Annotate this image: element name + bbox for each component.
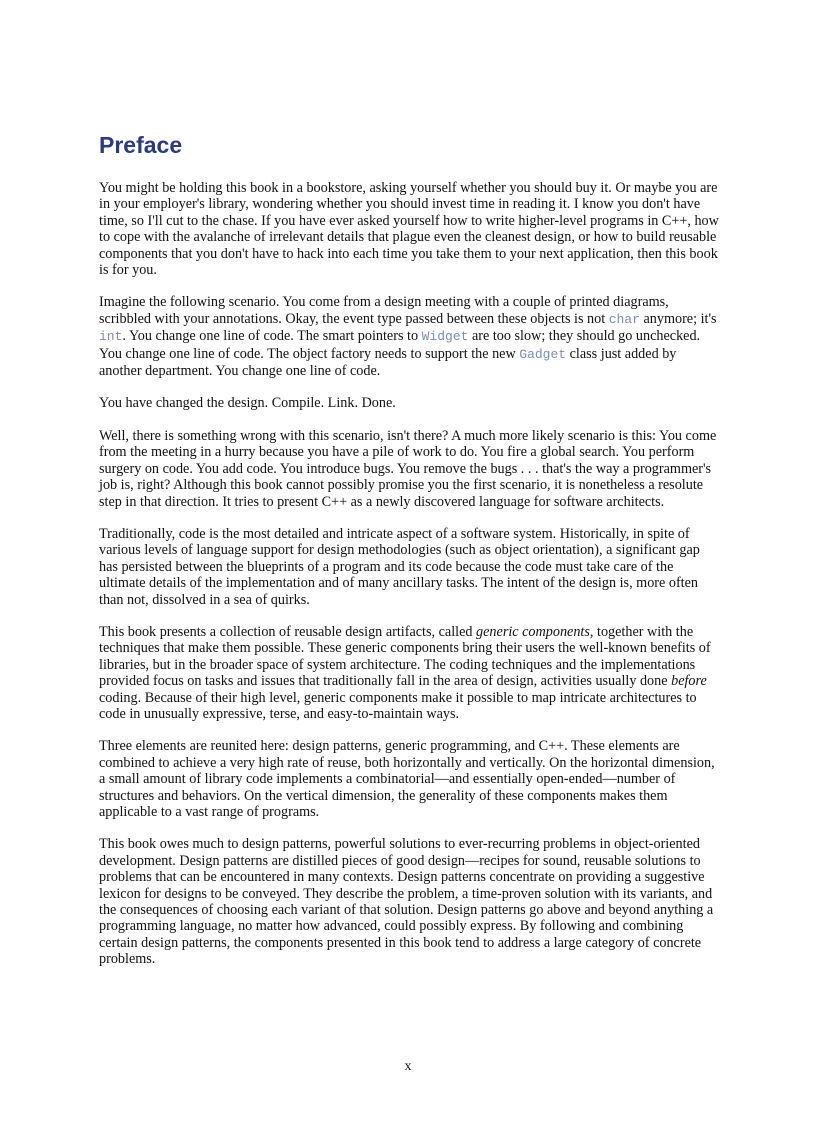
emphasis-generic-components: generic components, xyxy=(476,623,594,640)
text-run: anymore; it's xyxy=(639,310,717,327)
code-char: char xyxy=(608,311,640,327)
page-number: x xyxy=(404,1059,412,1074)
text-run: together with the techniques that make them possible. These generic components bring their users the well-known benefits of libraries, but in the broader space of system architecture. The coding techniques and the implementations provided focus on tasks and issues that traditionally fall in the area of design, activities usually done xyxy=(99,623,711,690)
text-run: Imagine the following scenario. You come from a design meeting with a couple of printed diagrams, scribbled with your annotations. Okay, the event type passed between these objects is not xyxy=(99,294,669,327)
page-title: Preface xyxy=(99,132,183,158)
code-gadget: Gadget xyxy=(519,346,567,362)
code-widget: Widget xyxy=(421,329,469,345)
text-run: This book presents a collection of reusable design artifacts, called xyxy=(99,623,477,640)
paragraph-scenario xyxy=(99,294,719,379)
text-run: are too slow; they should go unchecked. You change one line of code. The object factory needs to support the new xyxy=(99,328,701,362)
document-page xyxy=(99,130,719,984)
emphasis-before: before xyxy=(671,673,707,690)
text-run: . You change one line of code. The smart pointers to xyxy=(122,328,422,345)
paragraph-three-elements: Three elements are reunited here: design patterns, generic programming, and C++. These elements are combined to achieve a very high rate of reuse, both horizontally and vertically. On the horizontal dimension, a small amount of library code implements a combinatorial—and essentially open-ended—number of structures and behaviors. On the vertical dimension, the generality of these components makes them applicable to a vast range of programs. xyxy=(99,738,715,820)
paragraph-generic-components xyxy=(99,624,719,722)
paragraph-changed-design: You have changed the design. Compile. Link. Done. xyxy=(99,395,396,412)
paragraph-design-patterns: This book owes much to design patterns, powerful solutions to ever-recurring problems in object-oriented development. Design patterns are distilled pieces of good design—recipes for sound, reusable solutions to problems that can be encountered in many contexts. Design patterns concentrate on providing a suggestive lexicon for designs to be conveyed. They describe the problem, a time-proven solution with its variants, and the consequences of choosing each variant of that solution. Design patterns go above and beyond anything a programming language, no matter how advanced, could possibly express. By following and combining certain design patterns, the components presented in this book tend to address a large category of concrete problems. xyxy=(99,836,714,968)
paragraph-realistic-scenario: Well, there is something wrong with this scenario, isn't there? A much more likely scenario is this: You come from the meeting in a hurry because you have a pile of work to do. You fire a global search. You perform surgery on code. You add code. You introduce bugs. You remove the bugs . . . that's the way a programmer's job is, right? Although this book cannot possibly promise you the first scenario, it is nonetheless a resolute step in that direction. It tries to present C++ as a newly discovered language for software architects. xyxy=(99,427,717,510)
text-run: class just added by another department. You change one line of code. xyxy=(99,345,677,380)
paragraph-traditionally: Traditionally, code is the most detailed and intricate aspect of a software system. Historically, in spite of various levels of language support for design methodologies (such as object orientation), a significant gap has persisted between the blueprints of a program and its code because the code must take care of the ultimate details of the implementation and of many ancillary tasks. The intent of the design is, more often than not, dissolved in a sea of quirks. xyxy=(99,525,700,608)
code-int: int xyxy=(99,329,123,345)
paragraph-intro: You might be holding this book in a bookstore, asking yourself whether you should buy it. Or maybe you are in your employer's library, wondering whether you should invest time in reading it. I know you don't have time, so I'll cut to the chase. If you have ever asked yourself how to write higher-level programs in C++, how to cope with the avalanche of irrelevant details that plague even the cleanest design, or how to build reusable components that you don't have to hack into each time you take them to your next application, then this book is for you. xyxy=(99,180,719,279)
text-run: coding. Because of their high level, generic components make it possible to map intricate architectures to code in unusually expressive, terse, and easy-to-maintain ways. xyxy=(99,689,697,722)
